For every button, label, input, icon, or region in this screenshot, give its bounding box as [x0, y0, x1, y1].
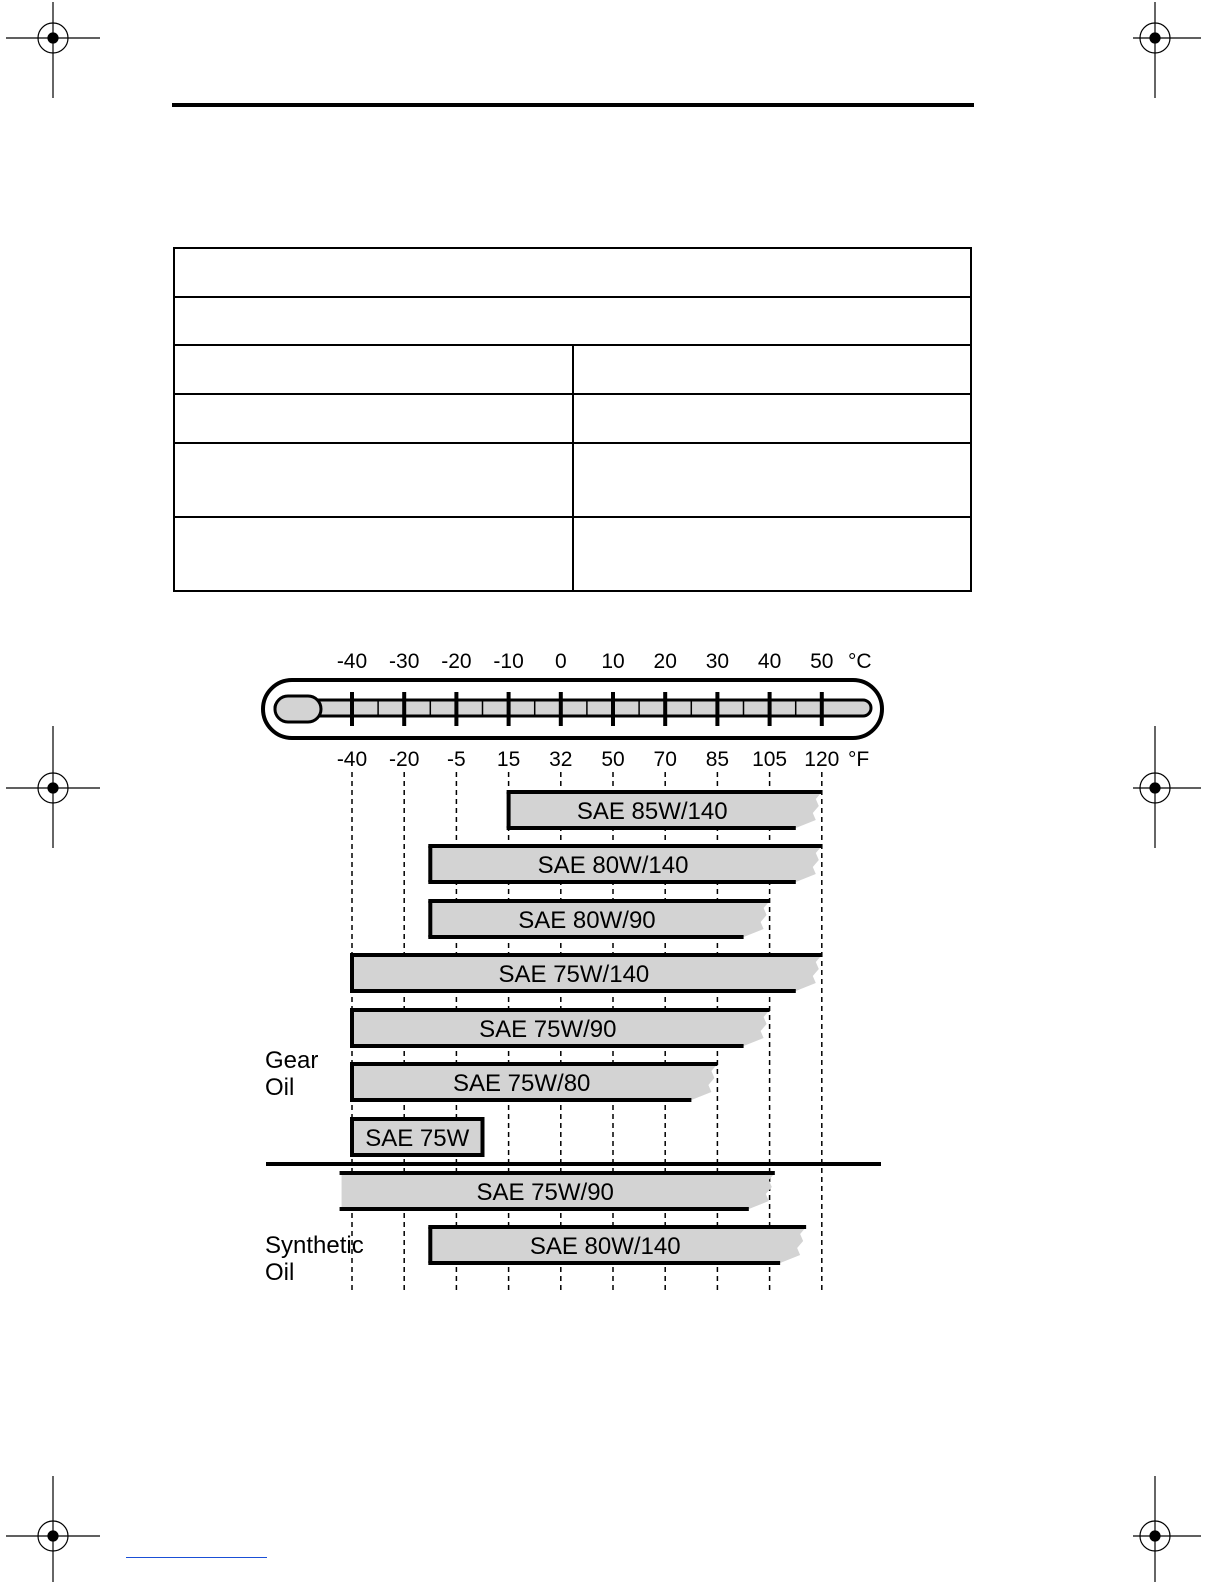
fahrenheit-tick-label: 15: [496, 748, 521, 771]
celsius-tick-label: 20: [653, 650, 677, 673]
oil-bar-label: SAE 75W/90: [479, 1016, 617, 1043]
fahrenheit-tick-label: -20: [389, 748, 420, 771]
celsius-unit: °C: [848, 650, 872, 673]
fahrenheit-tick-label: -40: [336, 748, 368, 771]
oil-bar: [340, 1173, 775, 1209]
group-label-line: Gear: [265, 1047, 319, 1074]
celsius-tick-label: -20: [441, 650, 472, 673]
oil-bar-label: SAE 75W/80: [452, 1070, 591, 1097]
celsius-tick-label: -10: [493, 650, 524, 673]
celsius-tick-label: 0: [554, 650, 567, 673]
fahrenheit-scale: [337, 748, 840, 771]
oil-bars: [340, 792, 822, 1263]
oil-bar: [507, 792, 822, 828]
oil-bar-label: SAE 75W: [365, 1125, 470, 1152]
celsius-scale: [337, 650, 834, 673]
oil-bar: [428, 1227, 806, 1263]
oil-bar: [350, 1010, 770, 1046]
group-label-line: Oil: [265, 1259, 295, 1286]
fahrenheit-tick-label: 105: [752, 748, 788, 771]
oil-bar-label: SAE 75W/140: [498, 961, 650, 988]
celsius-tick-label: 40: [757, 650, 782, 673]
oil-bar: [350, 1064, 717, 1100]
oil-bar: [350, 955, 822, 991]
oil-bar: [428, 901, 769, 937]
fahrenheit-tick-label: 70: [653, 748, 677, 771]
fahrenheit-tick-label: -5: [447, 748, 466, 771]
celsius-tick-label: 10: [601, 650, 625, 673]
footer-link-underline: [126, 1557, 267, 1558]
fahrenheit-tick-label: 120: [804, 748, 840, 771]
fahrenheit-tick-label: 50: [601, 748, 625, 771]
oil-bar-label: SAE 85W/140: [576, 798, 728, 825]
group-label-gear-oil: [265, 1047, 318, 1101]
oil-bar: [352, 1119, 483, 1155]
celsius-tick-label: -40: [336, 650, 368, 673]
fahrenheit-unit: °F: [848, 748, 870, 771]
celsius-tick-label: -30: [389, 650, 420, 673]
oil-bar-label: SAE 80W/140: [529, 1233, 681, 1260]
thermometer-bulb: [275, 696, 321, 722]
oil-bar: [428, 846, 822, 882]
fahrenheit-tick-label: 85: [705, 748, 730, 771]
oil-bar-label: SAE 80W/90: [518, 907, 656, 934]
fahrenheit-tick-label: 32: [549, 748, 573, 771]
group-label-line: Synthetic: [265, 1232, 364, 1259]
celsius-tick-label: 50: [810, 650, 834, 673]
celsius-tick-label: 30: [705, 650, 730, 673]
group-label-synthetic-oil: [265, 1232, 364, 1286]
thermometer: [263, 680, 882, 738]
thermometer-tube: [275, 700, 871, 716]
oil-bar-label: SAE 75W/90: [476, 1179, 614, 1206]
group-label-line: Oil: [265, 1074, 295, 1101]
oil-bar-label: SAE 80W/140: [537, 852, 689, 879]
